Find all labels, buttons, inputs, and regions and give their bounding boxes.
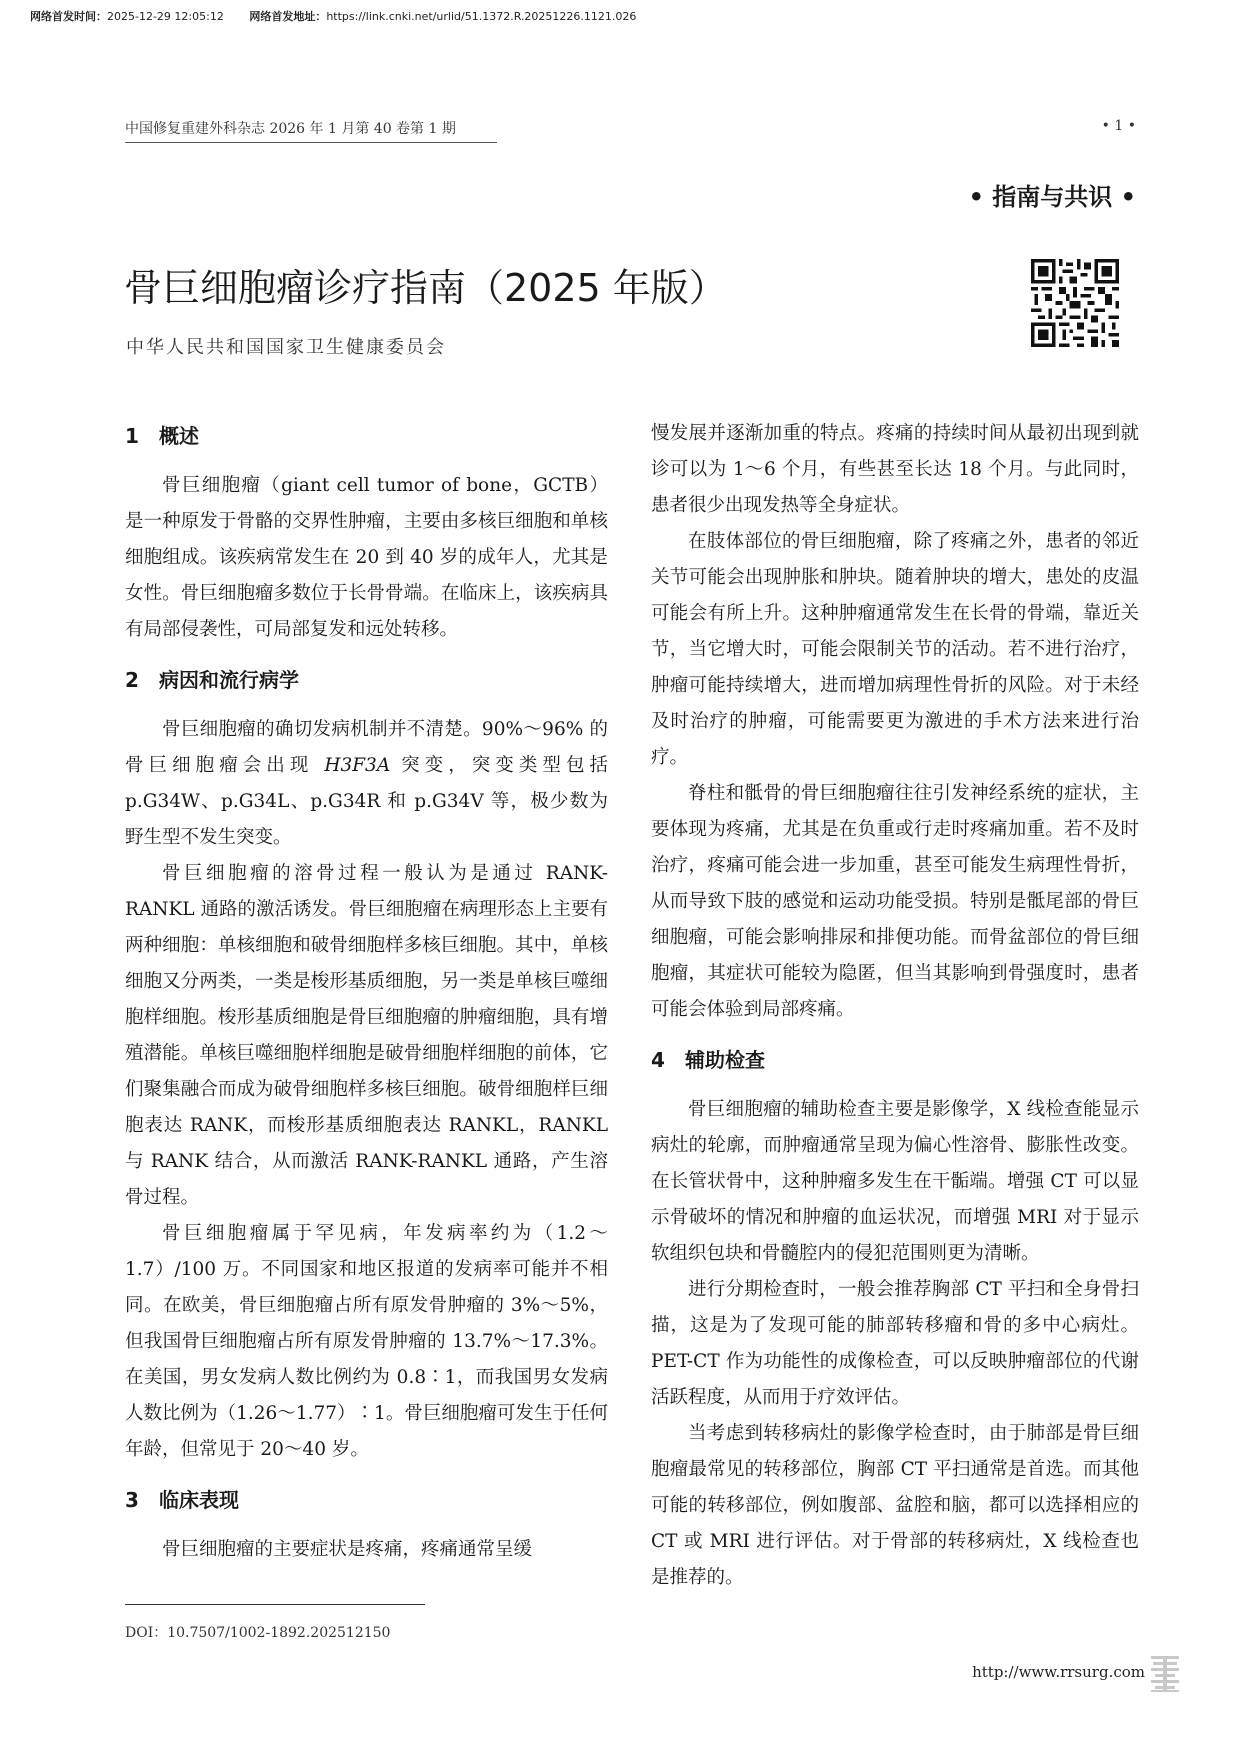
- footnote-rule: [125, 1604, 425, 1605]
- left-column: [125, 418, 608, 1568]
- qr-code-icon[interactable]: [1031, 259, 1119, 347]
- online-publication-bar: [30, 8, 1210, 24]
- paragraph: 骨巨细胞瘤的确切发病机制并不清楚。90%～96% 的骨巨细胞瘤会出现 H3F3A 突变，突变类型包括 p.G34W、p.G34L、p.G34R 和 p.G34V 等，极少数为野生型不发生突变。: [125, 719, 608, 848]
- section-heading-2: 2 病因和流行病学: [125, 668, 299, 692]
- paragraph: 骨巨细胞瘤（giant cell tumor of bone，GCTB）是一种原发于骨骼的交界性肿瘤，主要由多核巨细胞和单核细胞组成。该疾病常发生在 20 到 40 岁的成年人，尤其是女性。骨巨细胞瘤多数位于长骨骨端。在临床上，该疾病具有局部侵袭性，可局部复发和远处转移。: [125, 475, 608, 640]
- online-date: 网络首发时间：2025-12-29 12:05:12: [30, 10, 224, 23]
- paragraph-continued: 慢发展并逐渐加重的特点。疼痛的持续时间从最初出现到就诊可以为 1～6 个月，有些甚至长达 18 个月。与此同时，患者很少出现发热等全身症状。: [651, 423, 1139, 516]
- paragraph: 骨巨细胞瘤属于罕见病，年发病率约为（1.2～1.7）/100 万。不同国家和地区报道的发病率可能并不相同。在欧美，骨巨细胞瘤占所有原发骨肿瘤的 3%～5%，但我国骨巨细胞瘤占所有原发骨肿瘤的 13.7%～17.3%。在美国，男女发病人数比例约为 0.8∶1，而我国男女发病人数比例为（1.26～1.77）∶1。骨巨细胞瘤可发生于任何年龄，但常见于 20～40 岁。: [125, 1223, 608, 1460]
- paragraph: 当考虑到转移病灶的影像学检查时，由于肺部是骨巨细胞瘤最常见的转移部位，胸部 CT 平扫通常是首选。而其他可能的转移部位，例如腹部、盆腔和脑，都可以选择相应的 CT 或 MRI 进行评估。对于骨部的转移病灶，X 线检查也是推荐的。: [651, 1423, 1139, 1588]
- journal-website[interactable]: http://www.rrsurg.com: [972, 1663, 1145, 1681]
- header-rule: [125, 142, 497, 143]
- right-column: [651, 416, 1139, 1596]
- paragraph: 脊柱和骶骨的骨巨细胞瘤往往引发神经系统的症状，主要体现为疼痛，尤其是在负重或行走时疼痛加重。若不及时治疗，疼痛可能会进一步加重，甚至可能发生病理性骨折，从而导致下肢的感觉和运动功能受损。特别是骶尾部的骨巨细胞瘤，可能会影响排尿和排便功能。而骨盆部位的骨巨细胞瘤，其症状可能较为隐匿，但当其影响到骨强度时，患者可能会体验到局部疼痛。: [651, 783, 1139, 1020]
- paragraph: 骨巨细胞瘤的溶骨过程一般认为是通过 RANK-RANKL 通路的激活诱发。骨巨细胞瘤在病理形态上主要有两种细胞：单核细胞和破骨细胞样多核巨细胞。其中，单核细胞又分两类，一类是梭形基质细胞，另一类是单核巨噬细胞样细胞。梭形基质细胞是骨巨细胞瘤的肿瘤细胞，具有增殖潜能。单核巨噬细胞样细胞是破骨细胞样细胞的前体，它们聚集融合而成为破骨细胞样多核巨细胞。破骨细胞样巨细胞表达 RANK，而梭形基质细胞表达 RANKL，RANKL 与 RANK 结合，从而激活 RANK-RANKL 通路，产生溶骨过程。: [125, 863, 608, 1208]
- article-author: 中华人民共和国国家卫生健康委员会: [126, 337, 446, 358]
- section-heading-1: 1 概述: [125, 424, 199, 448]
- paragraph: 在肢体部位的骨巨细胞瘤，除了疼痛之外，患者的邻近关节可能会出现肿胀和肿块。随着肿块的增大，患处的皮温可能会有所上升。这种肿瘤通常发生在长骨的骨端，靠近关节，当它增大时，可能会限制关节的活动。若不进行治疗，肿瘤可能持续增大，进而增加病理性骨折的风险。对于未经及时治疗的肿瘤，可能需要更为激进的手术方法来进行治疗。: [651, 531, 1139, 768]
- section-heading-4: 4 辅助检查: [651, 1048, 765, 1072]
- article-title: 骨巨细胞瘤诊疗指南（2025 年版）: [124, 266, 727, 310]
- paragraph: 进行分期检查时，一般会推荐胸部 CT 平扫和全身骨扫描，这是为了发现可能的肺部转移瘤和骨的多中心病灶。PET-CT 作为功能性的成像检查，可以反映肿瘤部位的代谢活跃程度，从而用于疗效评估。: [651, 1279, 1139, 1408]
- section-heading-3: 3 临床表现: [125, 1488, 239, 1512]
- online-url[interactable]: 网络首发地址：https://link.cnki.net/urlid/51.1372.R.20251226.1121.026: [249, 10, 637, 23]
- journal-logo-icon: [1149, 1654, 1181, 1694]
- doi[interactable]: DOI：10.7507/1002-1892.202512150: [125, 1625, 391, 1641]
- paragraph: 骨巨细胞瘤的主要症状是疼痛，疼痛通常呈缓: [162, 1539, 533, 1560]
- journal-name: 中国修复重建外科杂志 2026 年 1 月第 40 卷第 1 期: [125, 121, 456, 137]
- section-tag: • 指南与共识 •: [968, 183, 1136, 211]
- paragraph: 骨巨细胞瘤的辅助检查主要是影像学，X 线检查能显示病灶的轮廓，而肿瘤通常呈现为偏心性溶骨、膨胀性改变。在长管状骨中，这种肿瘤多发生在干骺端。增强 CT 可以显示骨破坏的情况和肿瘤的血运状况，而增强 MRI 对于显示软组织包块和骨髓腔内的侵犯范围则更为清晰。: [651, 1099, 1139, 1264]
- gene-name: H3F3A: [324, 755, 391, 776]
- page-number: • 1 •: [1101, 118, 1136, 134]
